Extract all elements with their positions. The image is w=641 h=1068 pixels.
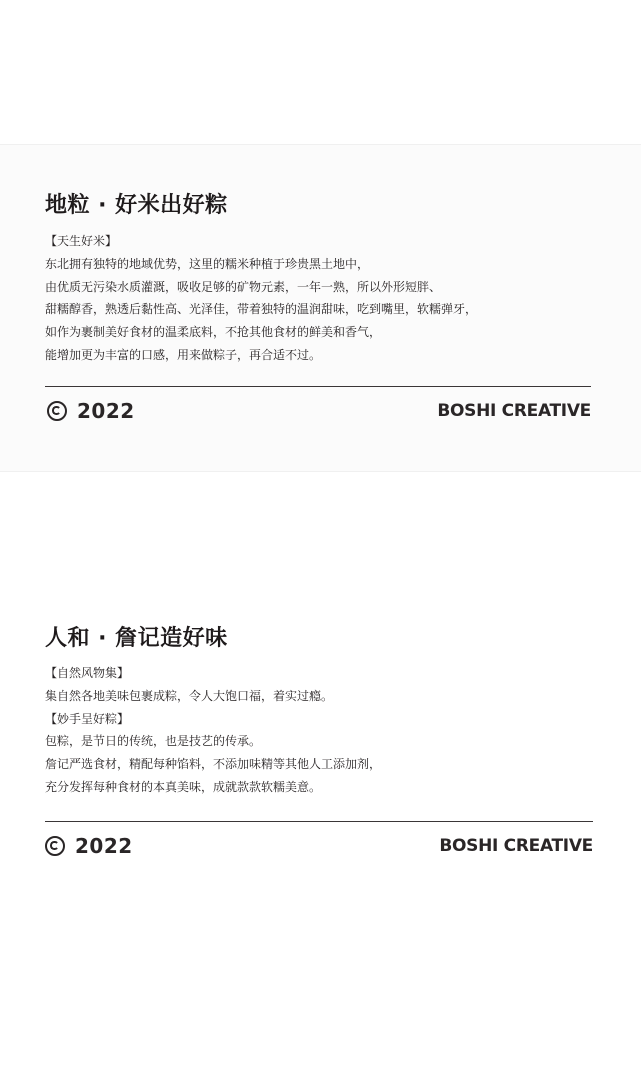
description-line: 东北拥有独特的地域优势，这里的糯米种植于珍贵黑土地中， [45, 256, 370, 271]
description-line: 如作为裹制美好食材的温柔底料，不抢其他食材的鲜美和香气， [45, 325, 382, 340]
section-description [45, 662, 381, 799]
section-title: 地粒 · 好米出好粽 [45, 193, 228, 218]
copyright-block [47, 399, 135, 423]
section-description [45, 230, 477, 367]
description-line: 集自然各地美味包裹成粽，令人大饱口福，着实过瘾。 [45, 688, 334, 703]
description-line: 【妙手呈好粽】 [45, 711, 130, 726]
copyright-block [45, 834, 133, 858]
copyright-icon [45, 836, 65, 856]
description-line: 【自然风物集】 [45, 666, 130, 680]
copyright-icon [47, 401, 67, 421]
divider-line [45, 821, 593, 822]
description-line: 甜糯醇香，熟透后黏性高、光泽佳，带着独特的温润甜味，吃到嘴里，软糯弹牙， [45, 302, 478, 317]
description-line: 充分发挥每种食材的本真美味，成就款款软糯美意。 [45, 779, 322, 794]
brand-name: BOSHI CREATIVE [439, 836, 593, 856]
description-line: 由优质无污染水质灌溉，吸收足够的矿物元素，一年一熟，所以外形短胖、 [45, 279, 442, 294]
description-line: 詹记严选食材，精配每种馅料，不添加味精等其他人工添加剂， [45, 757, 382, 772]
divider-line [45, 386, 591, 387]
copyright-year: 2022 [75, 834, 133, 858]
copyright-year: 2022 [77, 399, 135, 423]
section-title: 人和 · 詹记造好味 [45, 626, 228, 651]
description-line: 能增加更为丰富的口感，用来做粽子，再合适不过。 [45, 347, 322, 362]
brand-name: BOSHI CREATIVE [437, 401, 591, 421]
description-line: 【天生好米】 [45, 234, 118, 248]
description-line: 包粽，是节日的传统，也是技艺的传承。 [45, 734, 262, 749]
